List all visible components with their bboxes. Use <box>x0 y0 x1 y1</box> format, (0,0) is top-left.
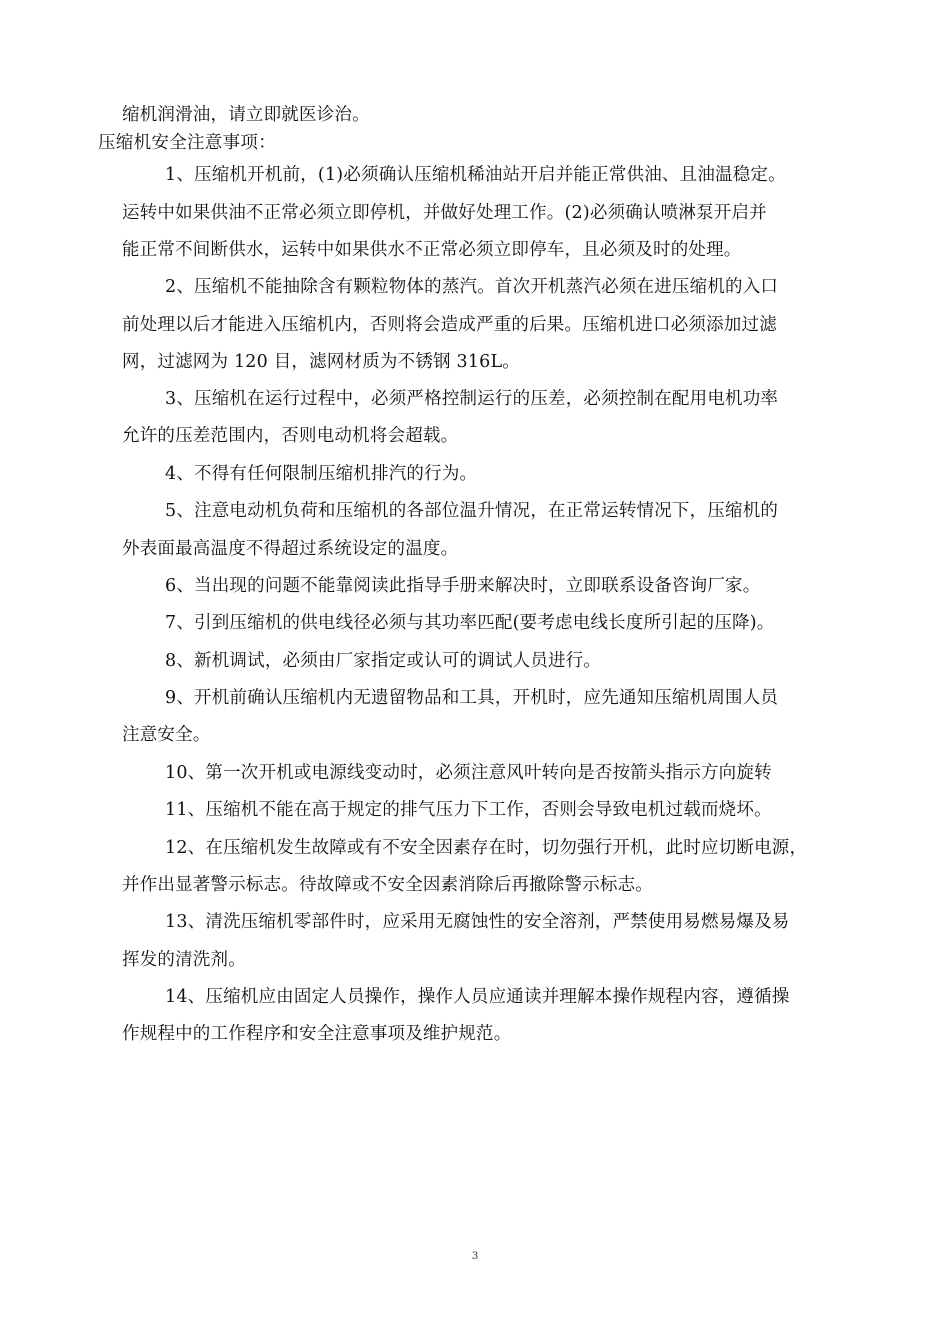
item-9-line-2: 注意安全。 <box>122 725 211 745</box>
item-11: 11、压缩机不能在高于规定的排气压力下工作，否则会导致电机过载而烧坏。 <box>165 800 772 820</box>
page-number: 3 <box>471 1251 479 1262</box>
item-10: 10、第一次开机或电源线变动时，必须注意风叶转向是否按箭头指示方向旋转 <box>165 763 772 783</box>
item-3-line-1: 3、压缩机在运行过程中，必须严格控制运行的压差，必须控制在配用电机功率 <box>165 389 779 409</box>
item-9-line-1: 9、开机前确认压缩机内无遗留物品和工具，开机时，应先通知压缩机周围人员 <box>165 688 779 708</box>
item-13-line-2: 挥发的清洗剂。 <box>122 950 246 970</box>
text-line-continuation: 缩机润滑油，请立即就医诊治。 <box>122 105 370 125</box>
section-heading: 压缩机安全注意事项： <box>98 133 276 153</box>
item-8: 8、新机调试，必须由厂家指定或认可的调试人员进行。 <box>165 651 602 671</box>
item-6: 6、当出现的问题不能靠阅读此指导手册来解决时，立即联系设备咨询厂家。 <box>165 576 761 596</box>
item-13-line-1: 13、清洗压缩机零部件时，应采用无腐蚀性的安全溶剂，严禁使用易燃易爆及易 <box>165 912 790 932</box>
item-4: 4、不得有任何限制压缩机排汽的行为。 <box>165 464 478 484</box>
item-5-line-2: 外表面最高温度不得超过系统设定的温度。 <box>122 539 459 559</box>
item-14-line-1: 14、压缩机应由固定人员操作，操作人员应通读并理解本操作规程内容，遵循操 <box>165 987 790 1007</box>
item-3-line-2: 允许的压差范围内，否则电动机将会超载。 <box>122 426 459 446</box>
item-12-line-1: 12、在压缩机发生故障或有不安全因素存在时，切勿强行开机，此时应切断电源， <box>165 838 808 858</box>
item-2-line-3: 网，过滤网为 120 目，滤网材质为不锈钢 316L。 <box>122 352 521 372</box>
item-5-line-1: 5、注意电动机负荷和压缩机的各部位温升情况，在正常运转情况下，压缩机的 <box>165 501 779 521</box>
item-1-line-2: 运转中如果供油不正常必须立即停机，并做好处理工作。(2)必须确认喷淋泵开启并 <box>122 203 767 223</box>
item-7: 7、引到压缩机的供电线径必须与其功率匹配(要考虑电线长度所引起的压降)。 <box>165 613 775 633</box>
item-1-line-3: 能正常不间断供水，运转中如果供水不正常必须立即停车，且必须及时的处理。 <box>122 240 742 260</box>
item-2-line-2: 前处理以后才能进入压缩机内，否则将会造成严重的后果。压缩机进口必须添加过滤 <box>122 315 777 335</box>
item-12-line-2: 并作出显著警示标志。待故障或不安全因素消除后再撤除警示标志。 <box>122 875 653 895</box>
item-1-line-1: 1、压缩机开机前，(1)必须确认压缩机稀油站开启并能正常供油、且油温稳定。 <box>165 165 786 185</box>
item-2-line-1: 2、压缩机不能抽除含有颗粒物体的蒸汽。首次开机蒸汽必须在进压缩机的入口 <box>165 277 779 297</box>
item-14-line-2: 作规程中的工作程序和安全注意事项及维护规范。 <box>122 1024 512 1044</box>
